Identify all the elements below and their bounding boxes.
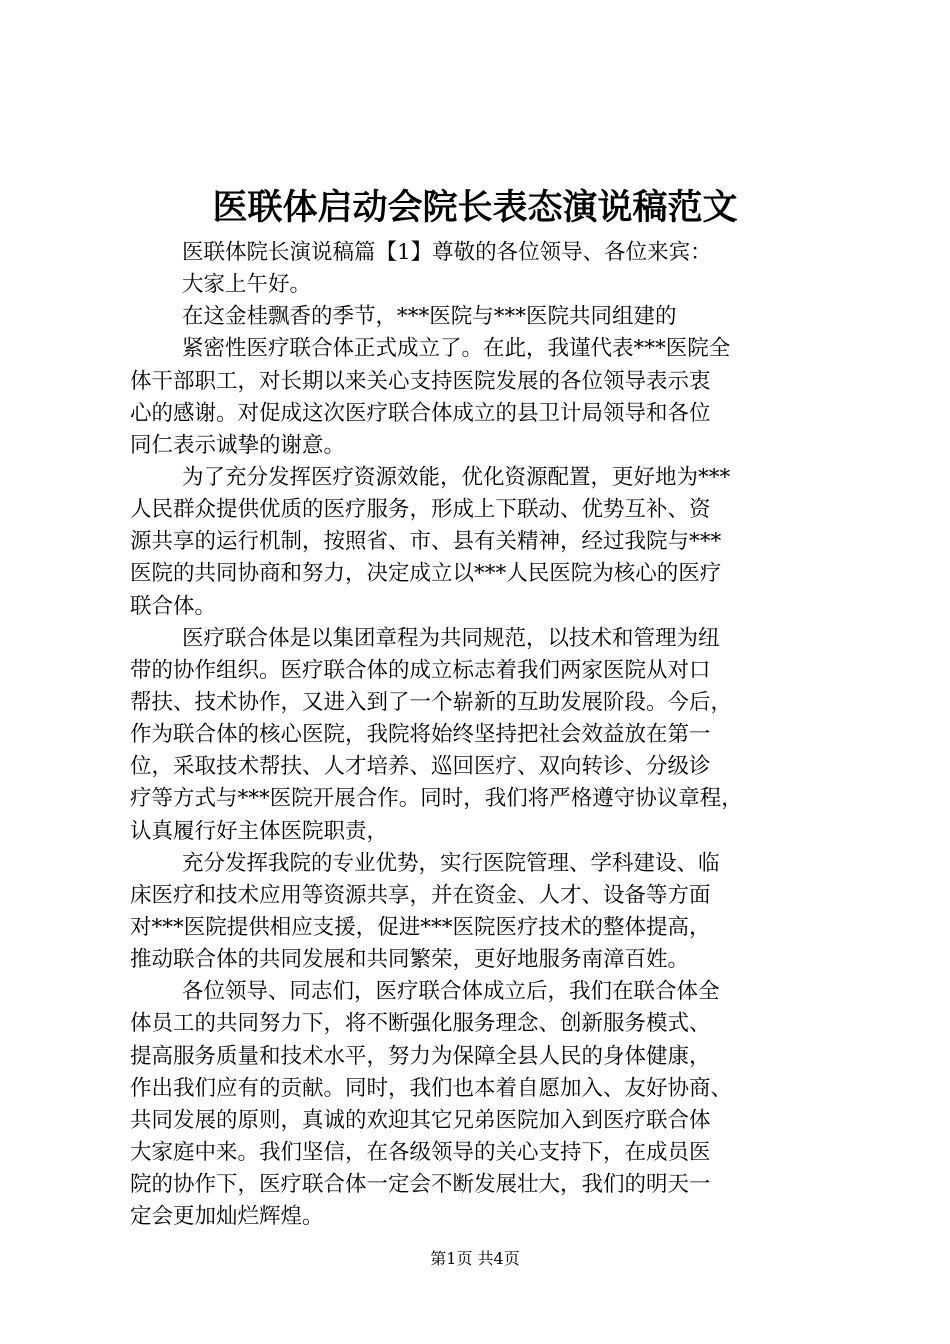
text-line: 紧密性医疗联合体正式成立了。在此，我谨代表***医院全: [182, 336, 731, 362]
text-line: 源共享的运行机制，按照省、市、县有关精神，经过我院与***: [130, 529, 722, 555]
text-line: 推动联合体的共同发展和共同繁荣，更好地服务南漳百姓。: [130, 947, 690, 973]
text-line: 联合体。: [130, 593, 217, 619]
page-footer: 第1页 共4页: [430, 1249, 520, 1268]
text-line: 作出我们应有的贡献。同时，我们也本着自愿加入、友好协商、: [130, 1075, 733, 1101]
text-line: 院的协作下，医疗联合体一定会不断发展壮大，我们的明天一: [130, 1172, 711, 1198]
text-line: 医院的共同协商和努力，决定成立以***人民医院为核心的医疗: [130, 561, 722, 587]
text-line: 大家庭中来。我们坚信，在各级领导的关心支持下，在成员医: [130, 1139, 711, 1165]
text-line: 帮扶、技术协作，又进入到了一个崭新的互助发展阶段。今后，: [130, 689, 733, 715]
text-line: 大家上午好。: [182, 272, 312, 298]
text-line: 为了充分发挥医疗资源效能，优化资源配置，更好地为***: [182, 464, 731, 490]
text-line: 各位领导、同志们，医疗联合体成立后，我们在联合体全: [182, 979, 720, 1005]
text-line: 医疗联合体是以集团章程为共同规范，以技术和管理为纽: [182, 625, 720, 651]
text-line: 疗等方式与***医院开展合作。同时，我们将严格遵守协议章程，: [130, 786, 743, 812]
text-line: 作为联合体的核心医院，我院将始终坚持把社会效益放在第一: [130, 722, 711, 748]
text-line: 同仁表示诚挚的谢意。: [130, 432, 346, 458]
text-line: 定会更加灿烂辉煌。: [130, 1204, 324, 1230]
text-line: 医联体院长演说稿篇【1】尊敬的各位领导、各位来宾：: [182, 240, 712, 265]
text-line: 充分发挥我院的专业优势，实行医院管理、学科建设、临: [182, 850, 720, 876]
document-title: 医联体启动会院长表态演说稿范文: [212, 187, 738, 228]
text-line: 带的协作组织。医疗联合体的成立标志着我们两家医院从对口: [130, 657, 711, 683]
text-line: 提高服务质量和技术水平，努力为保障全县人民的身体健康，: [130, 1043, 711, 1069]
text-line: 体干部职工，对长期以来关心支持医院发展的各位领导表示衷: [130, 368, 711, 394]
text-line: 对***医院提供相应支援，促进***医院医疗技术的整体提高，: [130, 914, 711, 940]
text-line: 人民群众提供优质的医疗服务，形成上下联动、优势互补、资: [130, 497, 711, 523]
text-line: 心的感谢。对促成这次医疗联合体成立的县卫计局领导和各位: [130, 400, 711, 426]
text-line: 在这金桂飘香的季节，***医院与***医院共同组建的: [182, 304, 677, 330]
text-line: 共同发展的原则，真诚的欢迎其它兄弟医院加入到医疗联合体: [130, 1107, 711, 1133]
document-body: [130, 237, 850, 1233]
text-line: 认真履行好主体医院职责，: [130, 818, 389, 844]
text-line: 床医疗和技术应用等资源共享，并在资金、人才、设备等方面: [130, 882, 711, 908]
text-line: 位，采取技术帮扶、人才培养、巡回医疗、双向转诊、分级诊: [130, 754, 711, 780]
text-line: 体员工的共同努力下，将不断强化服务理念、创新服务模式、: [130, 1011, 711, 1037]
